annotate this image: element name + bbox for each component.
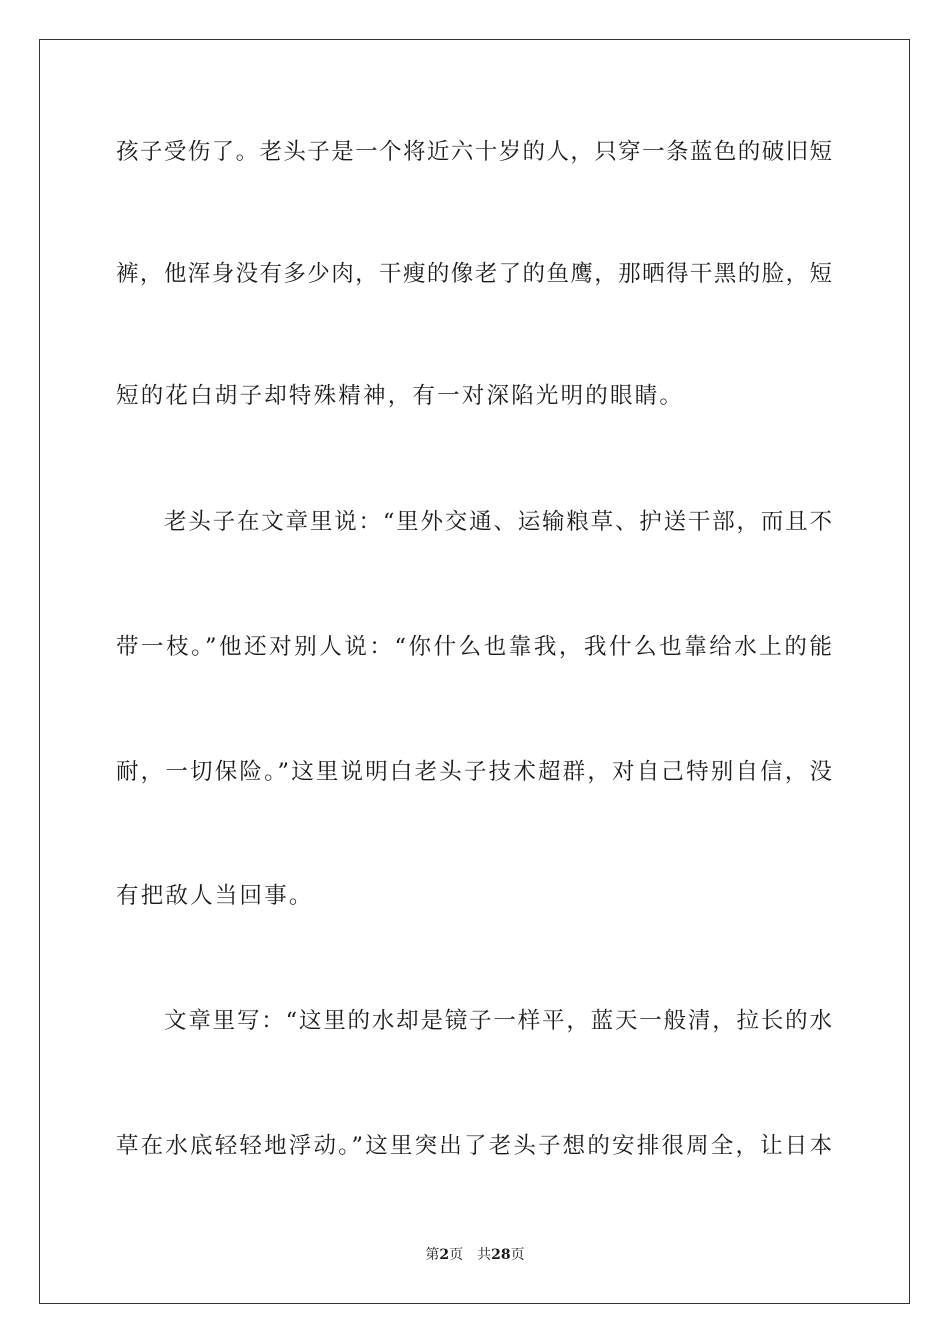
total-suffix: 页 (510, 1247, 525, 1263)
text-line: 有把敌人当回事。 (116, 883, 314, 909)
text-line: 裤，他浑身没有多少肉，干瘦的像老了的鱼鹰，那晒得干黑的脸，短 (116, 261, 832, 287)
text-line: 耐，一切保险。”这里说明白老头子技术超群，对自己特别自信，没 (116, 759, 832, 785)
page-prefix: 第 (425, 1247, 440, 1263)
page-total: 28 (491, 1247, 511, 1263)
page-suffix: 页 (449, 1247, 464, 1263)
text-line: 带一枝。”他还对别人说：“你什么也靠我，我什么也靠给水上的能 (116, 634, 832, 660)
text-line: 短的花白胡子却特殊精神，有一对深陷光明的眼睛。 (116, 383, 685, 409)
text-line: 孩子受伤了。老头子是一个将近六十岁的人，只穿一条蓝色的破旧短 (116, 139, 832, 165)
page-footer (0, 1246, 950, 1264)
total-prefix: 共 (477, 1247, 492, 1263)
text-line: 文章里写：“这里的水却是镜子一样平，蓝天一般清，拉长的水 (164, 1008, 832, 1034)
text-line: 老头子在文章里说：“里外交通、运输粮草、护送干部，而且不 (164, 509, 832, 535)
text-line: 草在水底轻轻地浮动。”这里突出了老头子想的安排很周全，让日本 (116, 1133, 832, 1159)
page-border (39, 39, 910, 1304)
page-number: 2 (439, 1247, 450, 1263)
